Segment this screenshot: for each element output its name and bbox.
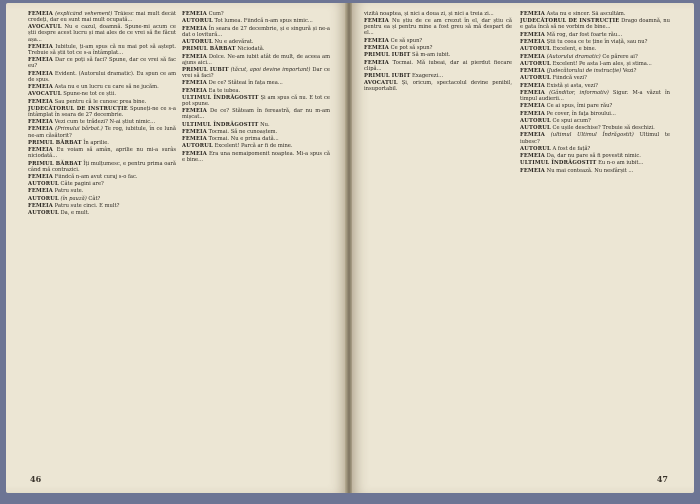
speaker-name: FEMEIA [182, 53, 207, 60]
right-page-column-1 [364, 11, 512, 471]
speaker-name: AUTORUL [520, 75, 551, 82]
dialogue-line [28, 11, 176, 23]
speaker-name: FEMEIA [520, 53, 545, 60]
stage-direction: (Judecătorului de instrucție) [546, 68, 622, 75]
speaker-name: FEMEIA [28, 147, 53, 154]
speaker-name: FEMEIA [28, 119, 53, 126]
speaker-name: PRIMUL IUBIT [182, 66, 229, 73]
dialogue-line [28, 126, 176, 138]
dialogue-line [182, 67, 330, 79]
stage-direction: (ultimul Ultimul Îndrăgostit) [550, 132, 634, 139]
dialogue-line [28, 119, 176, 125]
dialogue-line [364, 38, 512, 44]
speaker-name: PRIMUL BĂRBAT [28, 160, 82, 167]
speaker-name: FEMEIA [28, 203, 53, 209]
dialogue-text: Excelent, e bine. [552, 46, 597, 53]
page-number-right: 47 [656, 474, 668, 484]
dialogue-line [28, 196, 176, 202]
dialogue-text: Da, e mult. [60, 210, 90, 217]
dialogue-text: Patru sute cinci. E mult? [54, 203, 120, 209]
speaker-name: AUTORUL [182, 18, 213, 25]
dialogue-line [182, 151, 330, 163]
dialogue-text: Ultimul te iubesc? [520, 132, 670, 145]
speaker-name: AUTORUL [520, 117, 551, 124]
speaker-name: AUTORUL [520, 125, 551, 132]
dialogue-line [28, 106, 176, 118]
dialogue-text: Tocmai. Nu e prima dată... [208, 136, 279, 143]
dialogue-text: Ce ușile deschise? Trebuie să deschizi. [552, 125, 655, 132]
dialogue-line [28, 57, 176, 69]
speaker-name: FEMEIA [28, 57, 53, 64]
dialogue-text: Pe cover, în faţa biroului... [546, 110, 616, 117]
speaker-name: PRIMUL BĂRBAT [182, 46, 236, 53]
dialogue-line [28, 71, 176, 83]
dialogue-line [520, 61, 670, 67]
dialogue-line [520, 18, 670, 30]
dialogue-line [182, 39, 330, 45]
dialogue-line [520, 54, 670, 60]
dialogue-line [182, 129, 330, 135]
dialogue-text: Exagerezi... [412, 72, 444, 79]
speaker-name: FEMEIA [182, 80, 207, 87]
dialogue-line [520, 68, 670, 74]
speaker-name: FEMEIA [28, 173, 53, 180]
dialogue-line [364, 52, 512, 58]
dialogue-line [520, 125, 670, 131]
dialogue-text: Vezi cum te trădezi? N-ai știut nimic... [54, 119, 156, 126]
speaker-name: FEMEIA [182, 150, 207, 157]
speaker-name: FEMEIA [520, 82, 545, 89]
dialogue-line [520, 160, 670, 166]
dialogue-text: Asta nu e un lucru cu care să ne jucăm. [54, 83, 159, 90]
speaker-name: FEMEIA [28, 98, 53, 105]
speaker-name: AVOCATUL [28, 24, 62, 31]
stage-direction: (Gânditor, informativ) [549, 89, 609, 96]
left-page-column-1 [28, 11, 176, 471]
dialogue-text: Sau pentru că le cunosc prea bine. [54, 98, 147, 105]
speaker-name: FEMEIA [28, 70, 53, 77]
dialogue-text: Ea te iubea. [208, 87, 241, 94]
speaker-name: ULTIMUL ÎNDRĂGOSTIT [520, 160, 597, 167]
dialogue-text: Și, oricum, spectacolul devine penibil, insuportabil. [364, 80, 512, 93]
speaker-name: AUTORUL [520, 46, 551, 53]
dialogue-line [28, 24, 176, 42]
dialogue-text: Cum? [208, 11, 224, 17]
speaker-name: JUDECĂTORUL DE INSTRUCȚIE [520, 18, 620, 25]
dialogue-line [182, 46, 330, 52]
dialogue-line [182, 143, 330, 149]
speaker-name: FEMEIA [520, 68, 545, 75]
speaker-name: FEMEIA [364, 45, 389, 52]
dialogue-line [364, 11, 512, 17]
dialogue-line [182, 54, 330, 66]
dialogue-line [28, 84, 176, 90]
speaker-name: AUTORUL [520, 145, 551, 152]
dialogue-text: Spune-ne tot ce știi. [63, 91, 116, 98]
dialogue-text: Vezi? [622, 68, 637, 75]
dialogue-line [28, 203, 176, 209]
right-page-column-2 [520, 11, 670, 471]
dialogue-line [520, 32, 670, 38]
speaker-name: JUDECĂTORUL DE INSTRUCȚIE [28, 105, 128, 112]
stage-direction: (în pauză) [60, 195, 87, 202]
dialogue-text: Dolce. Ne-am iubit atât de mult, de aceea am ajuns aici... [182, 53, 330, 66]
speaker-name: FEMEIA [182, 87, 207, 94]
dialogue-text: Tot lumea. Fiindcă n-am spus nimic... [214, 18, 313, 25]
dialogue-line [28, 147, 176, 159]
speaker-name: FEMEIA [520, 132, 545, 139]
dialogue-line [520, 153, 670, 159]
speaker-name: AUTORUL [28, 195, 59, 202]
speaker-name: AUTORUL [520, 60, 551, 67]
dialogue-text: Ce pot să spun? [390, 45, 433, 52]
speaker-name: FEMEIA [182, 128, 207, 135]
speaker-name: FEMEIA [28, 188, 53, 195]
dialogue-line [520, 103, 670, 109]
dialogue-text: Tocmai. Să ne cunoaștem. [208, 128, 278, 135]
speaker-name: FEMEIA [364, 59, 389, 66]
dialogue-text: Îți mulțumesc, e pentru prima oară când mă contrazici. [28, 160, 176, 173]
speaker-name: AVOCATUL [28, 91, 62, 98]
dialogue-line [182, 80, 330, 86]
speaker-name: FEMEIA [182, 25, 207, 32]
dialogue-line [182, 18, 330, 24]
dialogue-text: Eu voiam să amân, aprilie nu mi-a surâs niciodată... [28, 147, 176, 160]
dialogue-text: În seara de 27 decembrie, și e singură și ne-a dat o lovitură... [182, 25, 330, 38]
dialogue-text: Să m-am iubit. [412, 52, 451, 59]
left-page [6, 3, 346, 493]
dialogue-line [182, 26, 330, 38]
dialogue-text: Ce spui acum? [552, 117, 591, 124]
speaker-name: FEMEIA [182, 136, 207, 143]
dialogue-text: De ce? Stăteam în fereastră, dar nu m-am mișcat... [182, 108, 330, 121]
dialogue-line [520, 118, 670, 124]
dialogue-line [28, 91, 176, 97]
dialogue-line [520, 11, 670, 17]
speaker-name: FEMEIA [28, 43, 53, 50]
dialogue-line [28, 181, 176, 187]
dialogue-text: Dar ce poți să faci? Spune, dar ce vrei să fac eu? [28, 57, 176, 70]
stage-direction: (Autorului dramatic) [546, 53, 601, 60]
dialogue-text: Nu știu de ce am crezut în el, dar știu că pentru ea și pentru mine a fost greu să mă despart de el... [364, 18, 512, 37]
dialogue-text: Sigur. M-a văzut în timpul audierii... [520, 89, 670, 102]
dialogue-text: Nu e cazul, doamnă. Spune-mi acum ce știi despre acest lucru și mai ales de ce vrei să fie făcut așa... [28, 24, 176, 43]
dialogue-text: A fost de față? [552, 145, 591, 152]
speaker-name: FEMEIA [364, 18, 389, 25]
dialogue-text: Nu e adevărat. [214, 38, 254, 45]
speaker-name: AUTORUL [182, 143, 213, 150]
speaker-name: AUTORUL [182, 38, 213, 45]
dialogue-text: Tocmai. Mă iubeai, dar ai pierdut fiecare clipă... [364, 59, 512, 72]
speaker-name: FEMEIA [28, 83, 53, 90]
speaker-name: PRIMUL IUBIT [364, 52, 411, 59]
page-number-left: 46 [30, 474, 42, 484]
dialogue-text: Ce părere ai? [602, 53, 638, 60]
dialogue-text: Excelent! Parcă ar fi de mine. [214, 143, 293, 150]
dialogue-text: Mă rog, dar fost foarte rău... [546, 31, 623, 38]
dialogue-line [28, 161, 176, 173]
dialogue-line [28, 210, 176, 216]
dialogue-text: Te rog, iubitule, în ce lună ne-am căsătorit? [28, 126, 176, 139]
dialogue-line [364, 18, 512, 36]
speaker-name: AUTORUL [28, 181, 59, 188]
dialogue-text: Nu. [260, 121, 270, 128]
dialogue-text: Dar ce vrei să faci? [182, 66, 330, 79]
speaker-name: FEMEIA [520, 89, 545, 96]
speaker-name: FEMEIA [364, 37, 389, 44]
speaker-name: FEMEIA [182, 11, 207, 17]
left-page-column-2 [182, 11, 330, 471]
dialogue-text: Fiindcă n-am avut curaj s-o fac. [54, 173, 138, 180]
dialogue-text: Patru sute. [54, 188, 84, 195]
speaker-name: FEMEIA [520, 103, 545, 110]
speaker-name: ULTIMUL ÎNDRĂGOSTIT [182, 121, 259, 128]
dialogue-line [182, 108, 330, 120]
stage-direction: (Primului bărbat.) [55, 126, 103, 133]
dialogue-text: Eu n-o am iubit... [598, 160, 644, 167]
right-page [352, 3, 694, 493]
dialogue-line [28, 99, 176, 105]
dialogue-text: Da, dar nu pare să fi povestit nimic. [546, 153, 641, 160]
dialogue-line [28, 174, 176, 180]
stage-direction: (tăcut, apoi devine important) [230, 66, 311, 73]
dialogue-text: Era una nemaipomenit noaptea. Mi-a spus că e bine... [182, 150, 330, 163]
dialogue-line [520, 83, 670, 89]
dialogue-text: Niciodată. [237, 46, 265, 53]
speaker-name: FEMEIA [520, 167, 545, 174]
dialogue-line [28, 44, 176, 56]
dialogue-text: Cât? [88, 195, 101, 202]
dialogue-text: În aprilie. [83, 139, 109, 146]
dialogue-text: Ce să spun? [390, 37, 423, 44]
dialogue-text: Există și asta, vezi? [546, 82, 598, 89]
dialogue-text: Drago doamnă, nu e gata încă să ne vorbim de bine... [520, 18, 670, 31]
speaker-name: AUTORUL [28, 210, 59, 217]
stage-direction: (explicând vehement) [55, 11, 113, 17]
dialogue-line [364, 60, 512, 72]
speaker-name: FEMEIA [520, 38, 545, 45]
dialogue-text: Excelent! Pe asta l-am ales, și stima... [552, 60, 652, 67]
dialogue-text: Ce ai spus, îmi pare rău? [546, 103, 613, 110]
dialogue-text: Nu mai contează. Nu nesfârșit ... [546, 167, 634, 174]
dialogue-line [520, 168, 670, 174]
dialogue-line [364, 80, 512, 92]
dialogue-line [520, 90, 670, 102]
dialogue-text: Trăiesc mai mult decât credeți, dar eu sunt mai mult ocupată... [28, 11, 176, 24]
speaker-name: FEMEIA [520, 31, 545, 38]
dialogue-line [520, 111, 670, 117]
speaker-name: PRIMUL IUBIT [364, 72, 411, 79]
dialogue-line [520, 132, 670, 144]
dialogue-line [520, 39, 670, 45]
dialogue-text: Iubitule, ți-am spus că nu mai pot să aștept. Trebuie să știi tot ce s-a întâmplat... [28, 43, 176, 56]
speaker-name: PRIMUL BĂRBAT [28, 139, 82, 146]
dialogue-line [28, 188, 176, 194]
dialogue-line [364, 73, 512, 79]
dialogue-line [520, 146, 670, 152]
speaker-name: FEMEIA [182, 108, 207, 115]
dialogue-text: Fiindcă vezi? [552, 75, 587, 82]
speaker-name: FEMEIA [520, 11, 545, 17]
dialogue-line [28, 140, 176, 146]
dialogue-line [520, 75, 670, 81]
dialogue-text: Spuneți-ne ce s-a întâmplat în seara de 27 decembrie. [28, 105, 176, 118]
dialogue-text: Asta nu e sincer. Să ascultăm. [546, 11, 626, 17]
dialogue-text: Câte pagini are? [60, 181, 104, 188]
dialogue-line [364, 45, 512, 51]
dialogue-line [182, 95, 330, 107]
dialogue-text: Și am spus că nu. E tot ce pot spune. [182, 94, 330, 107]
dialogue-line [182, 88, 330, 94]
dialogue-text: De ce? Stăteai în fața mea... [208, 80, 283, 87]
dialogue-line [182, 11, 330, 17]
speaker-name: FEMEIA [520, 110, 545, 117]
dialogue-line [520, 46, 670, 52]
dialogue-line [182, 136, 330, 142]
speaker-name: AVOCATUL [364, 80, 398, 87]
dialogue-text: Evident. (Autorului dramatic). Eu spun ce am de spus. [28, 70, 176, 83]
speaker-name: FEMEIA [28, 126, 53, 133]
dialogue-text: vizită noaptea, și nici a doua zi, și nici a treia zi... [364, 11, 494, 17]
dialogue-text: Știi tu ceea ce te ține în viață, sau nu? [546, 38, 648, 45]
speaker-name: ULTIMUL ÎNDRĂGOSTIT [182, 94, 259, 101]
speaker-name: FEMEIA [28, 11, 53, 17]
dialogue-line [182, 122, 330, 128]
speaker-name: FEMEIA [520, 153, 545, 160]
